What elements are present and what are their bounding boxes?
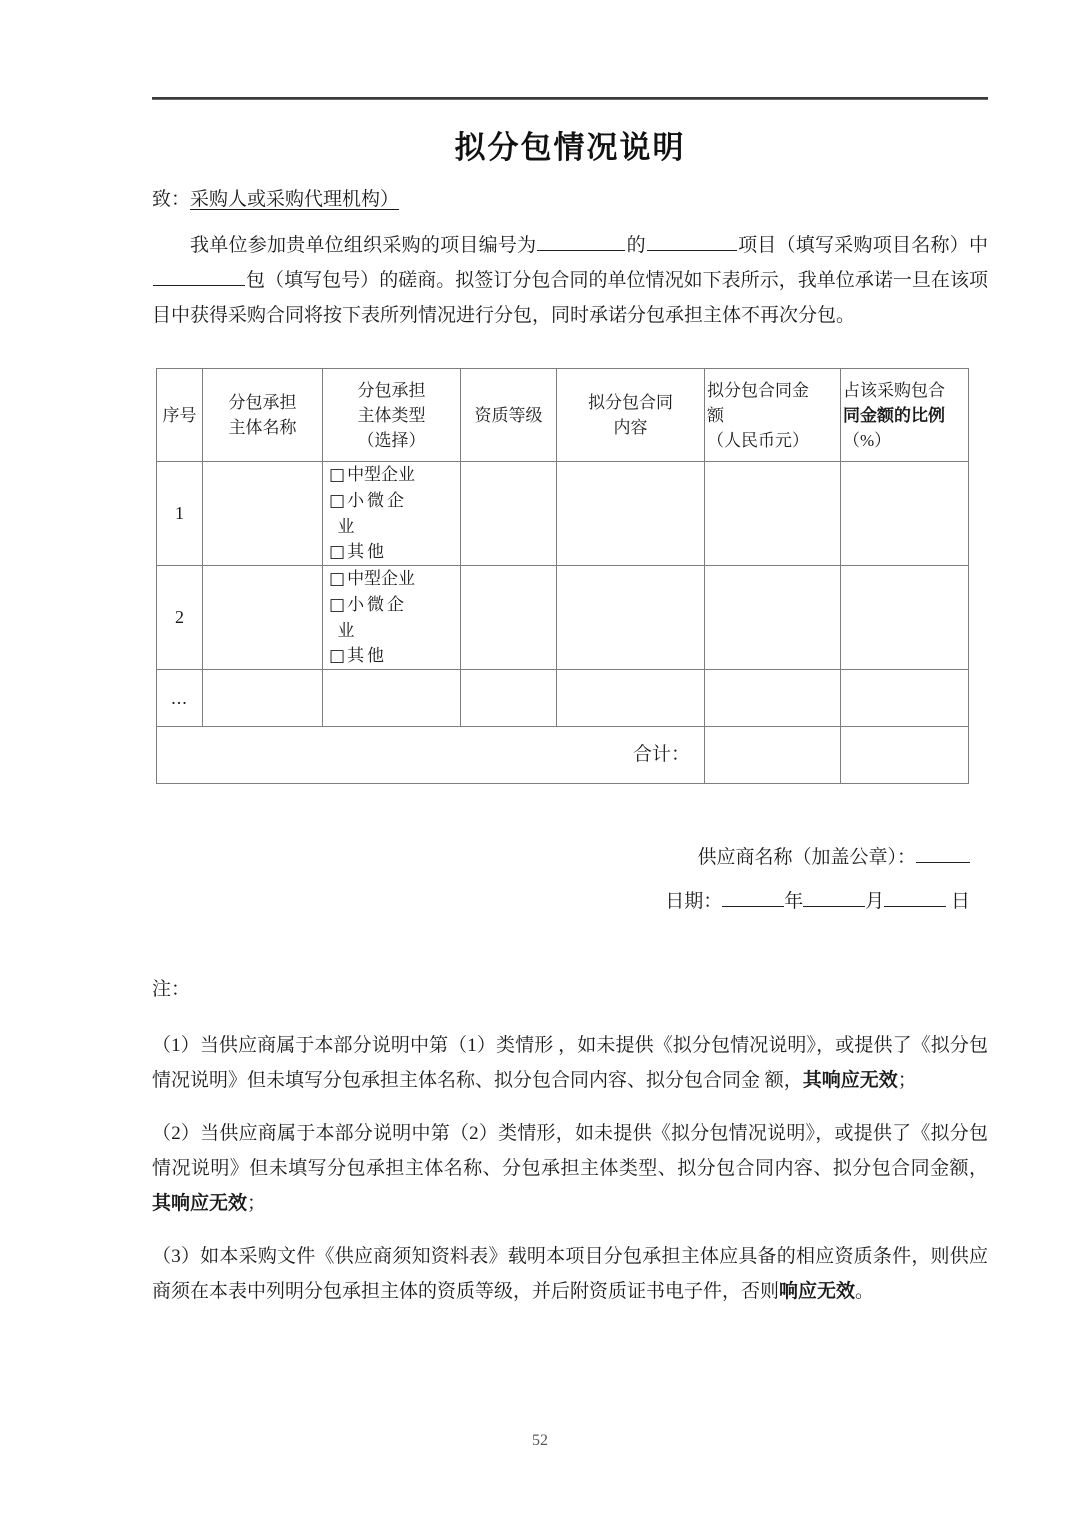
table-row [157, 566, 969, 670]
table-header-row [157, 369, 969, 462]
cell-content[interactable] [557, 670, 705, 727]
addressee-line [152, 186, 399, 214]
header-type-line3: （选择） [357, 430, 426, 450]
date-month-blank[interactable] [803, 890, 865, 907]
cell-qualification[interactable] [461, 670, 557, 727]
option-medium-label: 中型企业 [347, 569, 416, 588]
row-index: 1 [175, 503, 184, 523]
checkbox-icon[interactable]: □ [329, 646, 346, 666]
note-1-text-after: ； [897, 1070, 917, 1091]
page-title: 拟分包情况说明 [454, 130, 686, 165]
cell-type [323, 462, 461, 566]
cell-type [323, 566, 461, 670]
header-cell-amount [705, 369, 841, 462]
cell-content[interactable] [557, 462, 705, 566]
supplier-name-line [152, 836, 988, 880]
header-amount-line1: 拟分包合同金 [707, 380, 809, 400]
option-medium-enterprise[interactable] [329, 566, 460, 592]
header-content-line2: 内容 [613, 418, 648, 437]
note-2-text-after: ； [247, 1193, 267, 1214]
subcontract-table [156, 368, 969, 784]
notes-section [152, 970, 988, 1309]
table-row [157, 670, 969, 727]
table-row [157, 462, 969, 566]
cell-total-amount[interactable] [705, 727, 841, 784]
entity-type-options [323, 566, 460, 669]
checkbox-icon[interactable]: □ [329, 542, 346, 562]
cell-name[interactable] [203, 566, 323, 670]
row-index: 2 [175, 607, 184, 627]
header-qualification-line1: 资质等级 [474, 405, 543, 425]
cell-seq [157, 670, 203, 727]
header-cell-content [557, 369, 705, 462]
date-month-unit: 月 [865, 891, 885, 912]
option-small-label: 小微企 [347, 595, 408, 614]
header-name-line1: 分包承担 [228, 393, 297, 412]
checkbox-icon[interactable]: □ [329, 465, 346, 485]
header-rule [152, 97, 988, 100]
option-small-micro-continuation [329, 618, 460, 643]
option-other-label: 其他 [347, 646, 388, 665]
cell-qualification[interactable] [461, 566, 557, 670]
cell-total-ratio[interactable] [841, 727, 969, 784]
cell-ratio[interactable] [841, 670, 969, 727]
option-small-micro-continuation [329, 514, 460, 539]
header-cell-name [203, 369, 323, 462]
cell-seq [157, 462, 203, 566]
cell-name[interactable] [203, 670, 323, 727]
notes-spacer [152, 1010, 988, 1028]
option-small-micro-enterprise[interactable] [329, 592, 460, 618]
note-1-text-before: （1）当供应商属于本部分说明中第（1）类情形 ，如未提供《拟分包情况说明》，或提供了《拟分包情况说明》但未填写分包承担主体名称、拟分包合同内容、拟分包合同金 额， [152, 1035, 988, 1091]
option-medium-label: 中型企业 [347, 465, 416, 484]
header-ratio-line2: 同金额的比例 [843, 405, 945, 425]
note-item-3 [152, 1239, 988, 1309]
header-cell-type [323, 369, 461, 462]
cell-amount[interactable] [705, 462, 841, 566]
date-day-blank[interactable] [884, 890, 946, 907]
header-name-line2: 主体名称 [228, 418, 297, 437]
note-2-text-before: （2）当供应商属于本部分说明中第（2）类情形，如未提供《拟分包情况说明》，或提供了《拟分包情况说明》但未填写分包承担主体名称、分包承担主体类型、拟分包合同内容、拟分包合同金额， [152, 1123, 988, 1179]
note-3-text-after: 。 [855, 1281, 875, 1302]
header-amount-line2: 额 [707, 405, 724, 425]
option-small-label-cont: 业 [337, 621, 355, 640]
cell-name[interactable] [203, 462, 323, 566]
cell-type[interactable] [323, 670, 461, 727]
signature-block [152, 836, 988, 924]
option-other-label: 其他 [347, 542, 388, 561]
date-line [152, 880, 988, 924]
row-index: ... [171, 687, 188, 708]
table-total-row [157, 727, 969, 784]
supplier-name-blank[interactable] [916, 846, 970, 863]
note-item-2 [152, 1116, 988, 1221]
date-year-unit: 年 [784, 891, 804, 912]
cell-ratio[interactable] [841, 462, 969, 566]
cell-amount[interactable] [705, 566, 841, 670]
body-segment-1: 我单位参加贵单位组织采购的项目编号为 [190, 235, 537, 256]
body-segment-4: 包（填写包号）的磋商。拟签订分包合同的单位情况如下表所示，我单位承诺一旦在该项目中获得采购合同将按下表所列情况进行分包，同时承诺分包承担主体不再次分包。 [152, 270, 988, 326]
note-3-emphasis: 响应无效 [779, 1281, 856, 1302]
date-year-blank[interactable] [722, 890, 784, 907]
page-number: 52 [532, 1432, 548, 1449]
option-small-micro-enterprise[interactable] [329, 488, 460, 514]
checkbox-icon[interactable]: □ [329, 491, 346, 511]
note-3-text-before: （3）如本采购文件《供应商须知资料表》载明本项目分包承担主体应具备的相应资质条件，则供应商须在本表中列明分包承担主体的资质等级，并后附资质证书电子件，否则 [152, 1246, 988, 1302]
header-amount-line3: （人民币元） [707, 430, 809, 450]
body-segment-3: 项目（填写采购项目名称）中 [737, 235, 988, 256]
cell-amount[interactable] [705, 670, 841, 727]
header-cell-ratio [841, 369, 969, 462]
header-cell-qualification [461, 369, 557, 462]
addressee-prefix: 致： [152, 189, 191, 210]
note-item-1 [152, 1028, 988, 1098]
checkbox-icon[interactable]: □ [329, 595, 346, 615]
option-other[interactable] [329, 539, 460, 565]
header-cell-seq [157, 369, 203, 462]
supplier-name-label: 供应商名称（加盖公章）： [697, 847, 916, 868]
date-day-unit: 日 [950, 891, 970, 912]
header-type-line1: 分包承担 [357, 380, 426, 400]
option-small-label: 小微企 [347, 491, 408, 510]
total-label: 合计： [632, 744, 690, 765]
header-ratio-line1: 占该采购包合 [843, 380, 945, 400]
notes-heading: 注： [152, 979, 191, 1000]
cell-content[interactable] [557, 566, 705, 670]
note-2-emphasis: 其响应无效 [152, 1193, 248, 1214]
cell-seq [157, 566, 203, 670]
entity-type-options [323, 462, 460, 565]
checkbox-icon[interactable]: □ [329, 569, 346, 589]
header-seq-line1: 序号 [162, 405, 197, 425]
notes-spacer [152, 1221, 988, 1239]
option-medium-enterprise[interactable] [329, 462, 460, 488]
body-segment-2: 的 [626, 235, 646, 256]
header-type-line2: 主体类型 [357, 405, 426, 425]
cell-qualification[interactable] [461, 462, 557, 566]
blank-project-number[interactable] [537, 233, 625, 251]
body-paragraph [152, 228, 988, 333]
cell-ratio[interactable] [841, 566, 969, 670]
header-content-line1: 拟分包合同 [588, 393, 673, 412]
subcontract-table-wrapper [156, 368, 968, 784]
addressee-value: 采购人或采购代理机构） [190, 189, 400, 210]
header-ratio-line3: （%） [843, 430, 892, 450]
notes-spacer [152, 1098, 988, 1116]
blank-package-number[interactable] [153, 268, 245, 286]
cell-total-label [157, 727, 705, 784]
note-1-emphasis: 其响应无效 [802, 1070, 898, 1091]
date-label: 日期： [665, 891, 723, 912]
option-small-label-cont: 业 [337, 517, 355, 536]
blank-project-name[interactable] [647, 233, 737, 251]
option-other[interactable] [329, 643, 460, 669]
